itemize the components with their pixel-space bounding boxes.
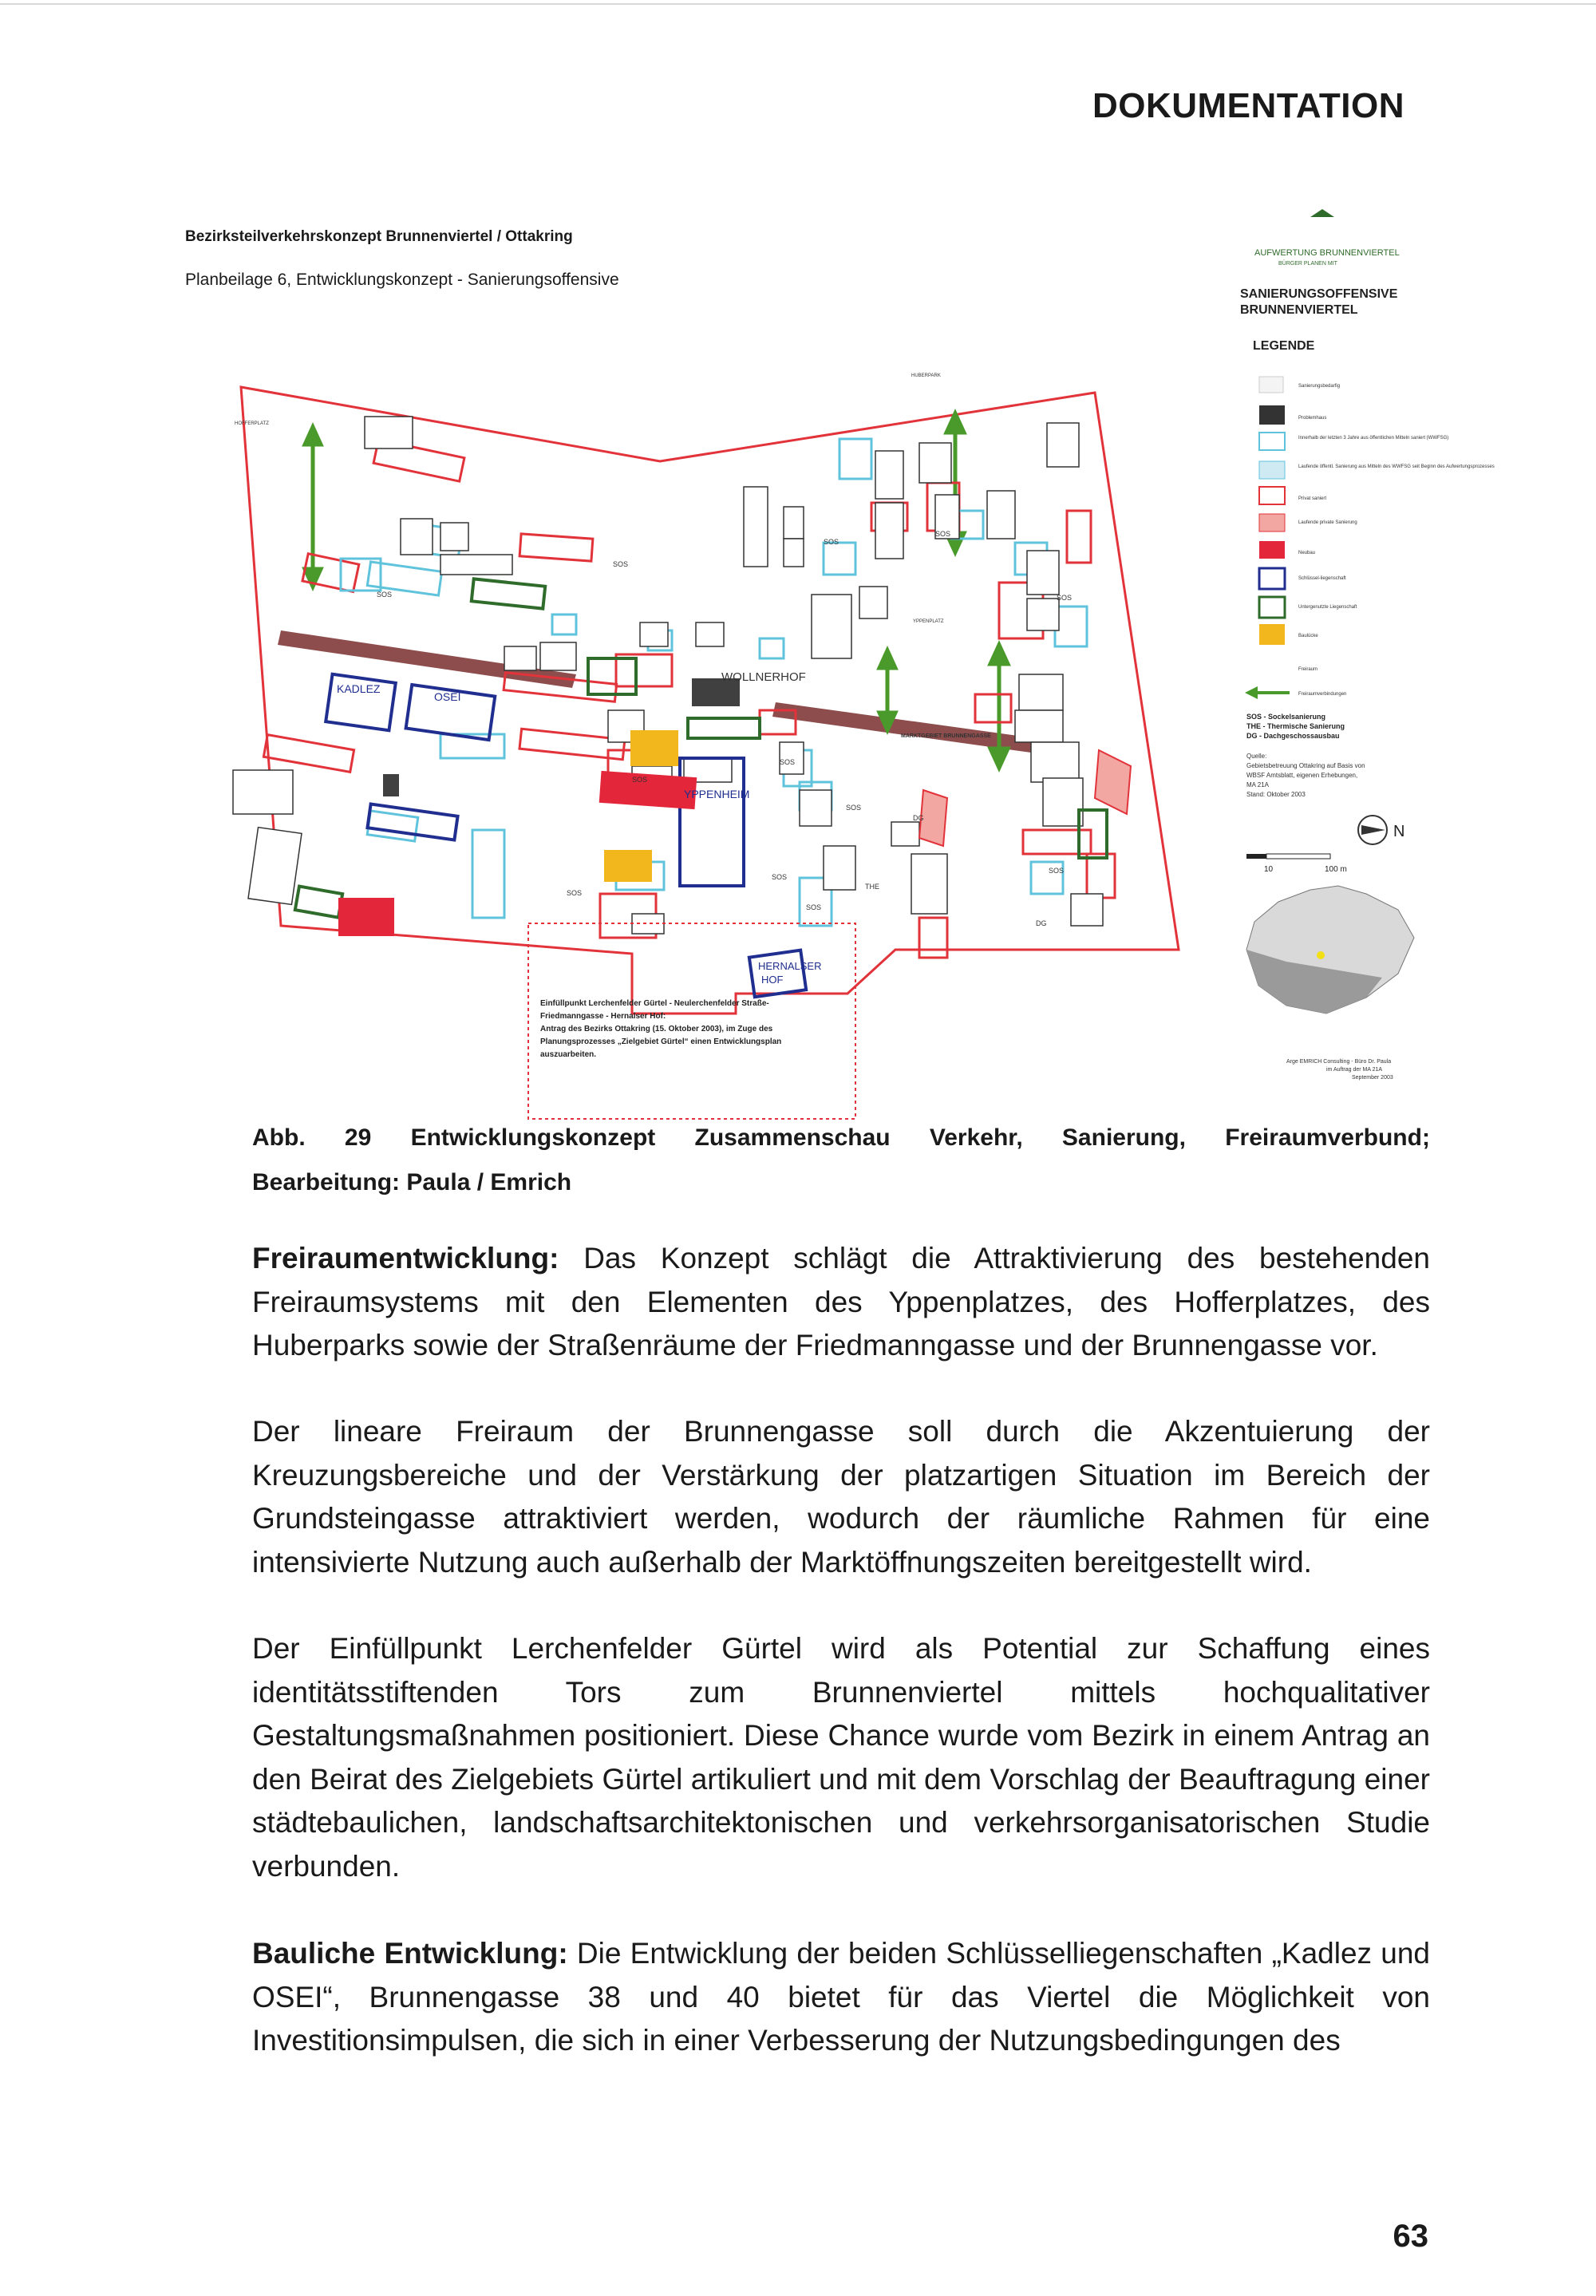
paragraph-einfuellpunkt xyxy=(252,1627,1430,1888)
buildings-other xyxy=(233,417,1103,934)
caption-word: Verkehr, xyxy=(929,1124,1023,1151)
figure-caption xyxy=(252,1116,1430,1205)
note-text xyxy=(540,999,781,1059)
svg-text:SOS: SOS xyxy=(1049,867,1065,875)
svg-text:SOS: SOS xyxy=(806,903,822,911)
new-building xyxy=(599,771,697,809)
problem-house-small xyxy=(383,774,399,796)
caption-word: Entwicklungskonzept xyxy=(410,1124,656,1151)
svg-text:Schlüssel-liegenschaft: Schlüssel-liegenschaft xyxy=(1298,576,1346,581)
svg-text:Freiraum: Freiraum xyxy=(1298,667,1318,672)
svg-text:SOS: SOS xyxy=(377,591,393,599)
svg-text:Antrag des Bezirks Ottakring (: Antrag des Bezirks Ottakring (15. Oktober 2003), im Zuge des xyxy=(540,1025,773,1033)
paragraph-lead: Bauliche Entwicklung: xyxy=(252,1937,568,1970)
section-header: DOKUMENTATION xyxy=(1092,86,1404,125)
scale-bar xyxy=(1246,854,1347,874)
svg-text:SOS - Sockelsanierung: SOS - Sockelsanierung xyxy=(1246,713,1326,721)
paragraph-bauliche-entwicklung xyxy=(252,1932,1430,2063)
caption-word: Abb. xyxy=(252,1124,306,1151)
paragraph-brunnengasse xyxy=(252,1410,1430,1584)
paragraph-lead: Freiraumentwicklung: xyxy=(252,1242,559,1274)
svg-text:SOS: SOS xyxy=(1057,594,1073,602)
new-building-2 xyxy=(338,898,394,936)
svg-text:100 m: 100 m xyxy=(1325,865,1347,874)
svg-text:Untergenutzte Liegenschaft: Untergenutzte Liegenschaft xyxy=(1298,605,1357,610)
svg-text:BÜRGER PLANEN MIT: BÜRGER PLANEN MIT xyxy=(1278,261,1337,267)
svg-text:Planungsprozesses „Zielgebiet: Planungsprozesses „Zielgebiet Gürtel“ einen Entwicklungsplan xyxy=(540,1037,782,1046)
top-rule xyxy=(0,3,1596,5)
map-title: Bezirksteilverkehrskonzept Brunnenviertel / Ottakring xyxy=(185,228,573,245)
svg-text:AUFWERTUNG BRUNNENVIERTEL: AUFWERTUNG BRUNNENVIERTEL xyxy=(1254,248,1400,258)
svg-text:Gebietsbetreuung Ottakring auf: Gebietsbetreuung Ottakring auf Basis von xyxy=(1246,762,1365,769)
svg-text:Arge EMRICH Consulting - Büro: Arge EMRICH Consulting - Büro Dr. Paula xyxy=(1286,1059,1392,1065)
svg-text:September 2003: September 2003 xyxy=(1352,1075,1393,1081)
label-wollnerhof: WOLLNERHOF xyxy=(721,670,806,684)
label-yppenplatz: YPPENPLATZ xyxy=(913,619,944,624)
note-box xyxy=(528,923,855,1119)
development-concept-map xyxy=(185,207,1495,1133)
svg-text:SOS: SOS xyxy=(846,804,862,812)
label-marktgebiet: MARKTGEBIET BRUNNENGASSE xyxy=(901,733,991,739)
svg-text:SOS: SOS xyxy=(632,776,648,784)
svg-text:Laufende öffentl. Sanierung au: Laufende öffentl. Sanierung aus Mitteln des WWFSG seit Beginn des Aufwertungsprozesses xyxy=(1298,464,1495,469)
svg-text:BRUNNENVIERTEL: BRUNNENVIERTEL xyxy=(1240,303,1358,317)
svg-text:THE: THE xyxy=(865,883,879,891)
svg-text:DG: DG xyxy=(1036,919,1047,927)
svg-text:N: N xyxy=(1393,823,1405,840)
svg-text:SOS: SOS xyxy=(613,560,629,568)
label-hofferplatz: HOFFERPLATZ xyxy=(235,421,269,426)
svg-text:Neubau: Neubau xyxy=(1298,551,1316,555)
gap-site-2 xyxy=(604,850,652,882)
svg-text:10: 10 xyxy=(1264,865,1274,874)
sos-labels xyxy=(377,530,1072,927)
svg-text:THE - Thermische Sanierung: THE - Thermische Sanierung xyxy=(1246,722,1345,730)
svg-text:Freiraumverbindungen: Freiraumverbindungen xyxy=(1298,692,1347,697)
svg-text:Stand: Oktober 2003: Stand: Oktober 2003 xyxy=(1246,791,1306,798)
svg-text:Problemhaus: Problemhaus xyxy=(1298,416,1327,421)
page-number: 63 xyxy=(1393,2219,1428,2254)
paragraph-freiraumentwicklung xyxy=(252,1237,1430,1368)
svg-text:SOS: SOS xyxy=(567,889,583,897)
svg-text:DG - Dachgeschossausbau: DG - Dachgeschossausbau xyxy=(1246,732,1340,740)
label-hernalser: HERNALSER xyxy=(758,960,822,972)
svg-text:im Auftrag der MA 21A: im Auftrag der MA 21A xyxy=(1326,1067,1383,1073)
paragraph-text: Der Einfüllpunkt Lerchenfelder Gürtel wird als Potential zur Schaffung eines identitätsstiftenden Tors zum Brunnenviertel mittels hochqualitativer Gestaltungsmaßnahmen positioniert. Diese Chance wurde vom Bezirk in einem Antrag an den Beirat des Zielgebiets Gürtel artikuliert und mit dem Vorschlag der Beauftragung einer städtebaulichen, landschaftsarchitektonischen und verkehrsorganisatorischen Studie verbunden. xyxy=(252,1632,1430,1883)
svg-text:DG: DG xyxy=(913,814,924,822)
legend xyxy=(1240,209,1495,1081)
svg-text:Friedmanngasse - Hernalser Hof: Friedmanngasse - Hernalser Hof: xyxy=(540,1012,666,1021)
svg-text:Quelle:: Quelle: xyxy=(1246,753,1267,760)
svg-text:Einfüllpunkt Lerchenfelder Gür: Einfüllpunkt Lerchenfelder Gürtel - Neulerchenfelder Straße- xyxy=(540,999,769,1008)
caption-word: Zusammenschau xyxy=(694,1124,891,1151)
svg-text:auszuarbeiten.: auszuarbeiten. xyxy=(540,1050,597,1059)
svg-text:SANIERUNGSOFFENSIVE: SANIERUNGSOFFENSIVE xyxy=(1240,287,1398,301)
svg-text:Sanierungsbedarfig: Sanierungsbedarfig xyxy=(1298,384,1341,389)
label-huberpark: HUBERPARK xyxy=(911,373,941,378)
north-arrow xyxy=(1358,816,1404,844)
paragraph-text: Der lineare Freiraum der Brunnengasse soll durch die Akzentuierung der Kreuzungsbereiche und der Verstärkung der platzartigen Situation im Bereich der Grundsteingasse attraktiviert werden, wodurch der räumliche Rahmen für eine intensivierte Nutzung auch außerhalb der Marktöffnungszeiten bereitgestellt wird. xyxy=(252,1415,1430,1579)
label-osei: OSEI xyxy=(434,690,461,703)
svg-text:Privat saniert: Privat saniert xyxy=(1298,496,1327,501)
svg-text:LEGENDE: LEGENDE xyxy=(1253,339,1315,353)
svg-text:SOS: SOS xyxy=(772,873,788,881)
svg-text:MA 21A: MA 21A xyxy=(1246,781,1270,788)
svg-text:Baulücke: Baulücke xyxy=(1298,634,1318,638)
svg-text:WBSF Amtsblatt, eigenen Erhebu: WBSF Amtsblatt, eigenen Erhebungen, xyxy=(1246,772,1358,779)
private-renovation-hatched xyxy=(1095,750,1131,814)
label-kadlez: KADLEZ xyxy=(337,682,381,695)
map-subtitle: Planbeilage 6, Entwicklungskonzept - Sanierungsoffensive xyxy=(185,271,619,289)
paragraph-text: Das Konzept schlägt die Attraktivierung des bestehenden Freiraumsystems mit den Elementen des Yppenplatzes, des Hofferplatzes, des Huberparks sowie der Straßenräume der Friedmanngasse und der Brunnengasse vor. xyxy=(252,1242,1430,1361)
label-hof: HOF xyxy=(761,974,784,986)
caption-credit: Bearbeitung: Paula / Emrich xyxy=(252,1169,572,1195)
label-yppenheim: YPPENHEIM xyxy=(684,788,750,800)
svg-text:Laufende private Sanierung: Laufende private Sanierung xyxy=(1298,520,1357,525)
paragraph-text: Die Entwicklung der beiden Schlüsselliegenschaften „Kadlez und OSEI“, Brunnengasse 38 und 40 bietet für das Viertel die Möglichkeit von Investitionsimpulsen, die sich in einer Verbesserung der Nutzungsbedingungen des xyxy=(252,1937,1430,2057)
caption-word: Sanierung, xyxy=(1061,1124,1186,1151)
svg-text:SOS: SOS xyxy=(780,758,796,766)
svg-text:SOS: SOS xyxy=(824,538,839,546)
caption-word: 29 xyxy=(344,1124,372,1151)
svg-text:Innerhalb der letzten 3 Jahre: Innerhalb der letzten 3 Jahre aus öffentlichen Mitteln saniert (WWFSG) xyxy=(1298,436,1449,441)
vienna-overview-map xyxy=(1246,886,1414,1014)
caption-word: Freiraumverbund; xyxy=(1225,1124,1430,1151)
svg-text:SOS: SOS xyxy=(935,530,951,538)
street-thaliastrasse xyxy=(772,702,1035,753)
gap-site xyxy=(630,730,678,766)
logo xyxy=(1254,209,1400,267)
